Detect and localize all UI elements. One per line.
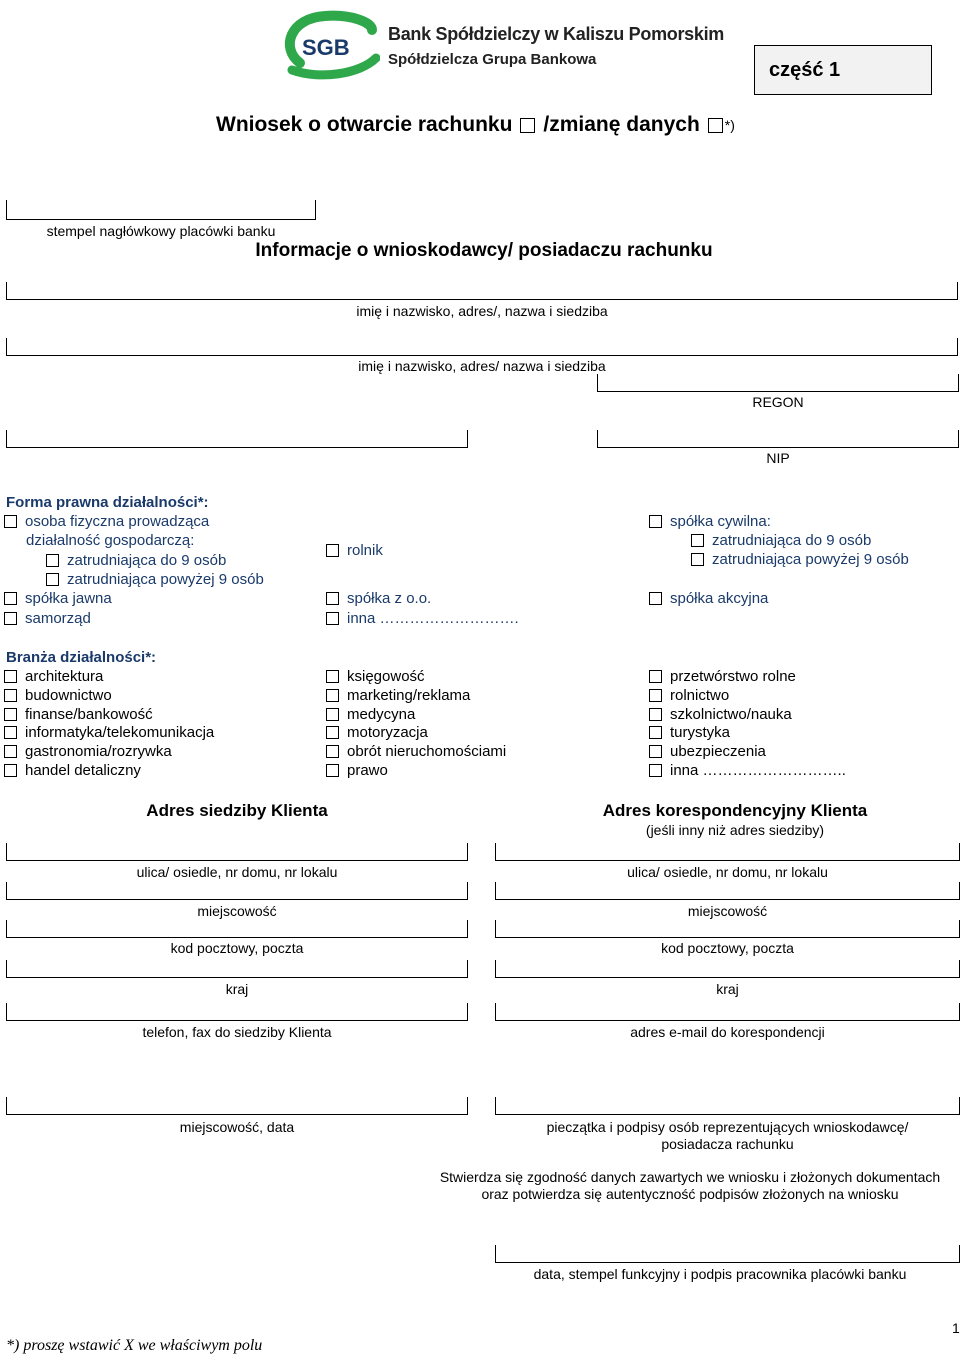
industry-option[interactable] (4, 743, 172, 760)
confirmation-line-1: Stwierdza się zgodność danych zawartych we wniosku i złożonych dokumentach (439, 1169, 941, 1185)
email-label: adres e-mail do korespondencji (630, 1024, 825, 1040)
option-label: finanse/bankowość (25, 705, 153, 723)
option-label: spółka akcyjna (670, 590, 769, 607)
industry-option[interactable] (326, 668, 425, 685)
checkbox[interactable] (326, 764, 339, 777)
page-number: 1 (952, 1320, 960, 1336)
nip-field[interactable] (597, 430, 959, 448)
checkbox[interactable] (46, 554, 59, 567)
industry-option[interactable] (4, 762, 141, 779)
option-label: motoryzacja (347, 724, 428, 742)
industry-option[interactable] (649, 706, 792, 723)
option-label: medycyna (347, 705, 416, 723)
stamp-signature-label-1: pieczątka i podpisy osób reprezentujących wnioskodawcę/ (546, 1119, 909, 1135)
employee-label: data, stempel funkcyjny i podpis pracownika placówki banku (533, 1266, 907, 1282)
checkbox[interactable] (649, 689, 662, 702)
option-label: zatrudniająca do 9 osób (712, 532, 872, 549)
applicant-field1-label: imię i nazwisko, adres/, nazwa i siedziba (356, 303, 608, 319)
form-title (216, 113, 735, 137)
option-spolka-cywilna[interactable] (649, 513, 771, 530)
checkbox[interactable] (4, 592, 17, 605)
address-right-heading: Adres korespondencyjny Klienta (602, 801, 868, 820)
checkbox[interactable] (4, 612, 17, 625)
option-label: architektura (25, 668, 104, 685)
country-label-left: kraj (225, 981, 249, 997)
checkbox[interactable] (326, 544, 339, 557)
checkbox[interactable] (46, 573, 59, 586)
place-date-label: miejscowość, data (179, 1119, 295, 1135)
option-label-line2: działalność gospodarczą: (26, 532, 195, 549)
option-spolka-jawna[interactable] (4, 590, 112, 607)
checkbox[interactable] (4, 764, 17, 777)
option-cywilna-pow9[interactable] (691, 551, 909, 568)
phone-field[interactable] (6, 1003, 468, 1021)
industry-option[interactable] (649, 762, 846, 779)
applicant-field2-label: imię i nazwisko, adres/ nazwa i siedziba (358, 358, 606, 374)
checkbox[interactable] (649, 745, 662, 758)
postal-field-right[interactable] (495, 920, 960, 938)
option-label: rolnik (347, 542, 383, 559)
open-account-checkbox[interactable] (520, 118, 535, 133)
industry-option[interactable] (4, 668, 103, 685)
stamp-signature-field[interactable] (495, 1097, 960, 1115)
industry-option[interactable] (4, 706, 153, 723)
option-rolnik[interactable] (326, 542, 383, 559)
option-label: samorząd (25, 610, 91, 627)
title-suffix: *) (724, 117, 735, 133)
part-box (754, 45, 932, 95)
footer-note: *) proszę wstawić X we właściwym polu (6, 1337, 263, 1354)
checkbox[interactable] (649, 515, 662, 528)
industry-option[interactable] (649, 668, 796, 685)
city-field-left[interactable] (6, 882, 468, 900)
logo-text: SGB (302, 35, 350, 60)
street-field-right[interactable] (495, 843, 960, 861)
industry-option[interactable] (4, 687, 112, 704)
option-label: obrót nieruchomościami (347, 743, 507, 761)
checkbox[interactable] (326, 670, 339, 683)
option-inna[interactable] (326, 610, 519, 627)
checkbox[interactable] (4, 708, 17, 721)
checkbox[interactable] (649, 592, 662, 605)
option-label: przetwórstwo rolne (670, 668, 796, 685)
checkbox[interactable] (4, 670, 17, 683)
option-spolka-akcyjna[interactable] (649, 590, 768, 607)
option-label: spółka jawna (25, 590, 112, 607)
option-label: marketing/reklama (347, 686, 471, 704)
industry-option[interactable] (326, 687, 470, 704)
option-label: zatrudniająca do 9 osób (67, 552, 227, 569)
change-data-checkbox[interactable] (708, 118, 723, 133)
applicant-extra-field[interactable] (6, 430, 468, 448)
checkbox[interactable] (326, 708, 339, 721)
stamp-field[interactable] (6, 200, 316, 220)
option-label: informatyka/telekomunikacja (25, 724, 215, 742)
industry-option[interactable] (326, 743, 506, 760)
country-field-left[interactable] (6, 960, 468, 978)
regon-field[interactable] (597, 374, 959, 392)
option-label: osoba fizyczna prowadząca (25, 513, 210, 530)
option-osoba-do9[interactable] (46, 552, 226, 569)
option-label: turystyka (670, 724, 731, 742)
checkbox[interactable] (649, 764, 662, 777)
street-label-right: ulica/ osiedle, nr domu, nr lokalu (627, 864, 828, 880)
checkbox[interactable] (4, 515, 17, 528)
option-label: handel detaliczny (25, 762, 141, 779)
option-label: szkolnictwo/nauka (670, 705, 792, 723)
stamp-signature-label-2: posiadacza rachunku (661, 1136, 794, 1152)
street-label-left: ulica/ osiedle, nr domu, nr lokalu (136, 864, 338, 880)
option-label: księgowość (347, 668, 425, 685)
bank-group: Spółdzielcza Grupa Bankowa (388, 51, 597, 68)
option-label: prawo (347, 762, 388, 779)
country-label-right: kraj (716, 981, 739, 997)
title-prefix: Wniosek o otwarcie rachunku (216, 113, 513, 136)
option-label: inna ……………………….. (670, 762, 846, 779)
legal-form-heading: Forma prawna działalności*: (6, 494, 209, 511)
checkbox[interactable] (326, 612, 339, 625)
option-label: budownictwo (25, 686, 112, 704)
industry-heading: Branża działalności*: (6, 649, 157, 666)
city-label-left: miejscowość (197, 903, 277, 919)
industry-option[interactable] (649, 724, 730, 741)
option-label: spółka cywilna: (670, 513, 771, 530)
checkbox[interactable] (649, 670, 662, 683)
option-spolka-zoo[interactable] (326, 590, 431, 607)
option-label: zatrudniająca powyżej 9 osób (712, 551, 909, 568)
applicant-name-field-2[interactable] (6, 338, 958, 356)
place-date-field[interactable] (6, 1097, 468, 1115)
part-label: część 1 (769, 58, 841, 81)
checkbox[interactable] (691, 534, 704, 547)
checkbox[interactable] (649, 726, 662, 739)
regon-label: REGON (752, 394, 804, 410)
option-label: spółka z o.o. (347, 590, 432, 607)
industry-option[interactable] (649, 687, 729, 704)
checkbox[interactable] (691, 553, 704, 566)
checkbox[interactable] (326, 689, 339, 702)
address-right-subheading: (jeśli inny niż adres siedziby) (645, 822, 825, 838)
nip-label: NIP (766, 450, 790, 466)
checkbox[interactable] (326, 726, 339, 739)
city-field-right[interactable] (495, 882, 960, 900)
country-field-right[interactable] (495, 960, 960, 978)
option-label: rolnictwo (670, 686, 730, 704)
checkbox[interactable] (326, 592, 339, 605)
postal-label-right: kod pocztowy, poczta (661, 940, 794, 956)
option-cywilna-do9[interactable] (691, 532, 871, 549)
applicant-heading: Informacje o wnioskodawcy/ posiadaczu rachunku (255, 240, 713, 261)
option-osoba-pow9[interactable] (46, 571, 264, 588)
industry-option[interactable] (326, 724, 428, 741)
industry-option[interactable] (4, 724, 214, 741)
option-label: gastronomia/rozrywka (25, 743, 172, 761)
confirmation-line-2: oraz potwierdza się autentyczność podpisów złożonych na wniosku (481, 1186, 899, 1202)
bank-name: Bank Spółdzielczy w Kaliszu Pomorskim (388, 24, 724, 44)
option-label: zatrudniająca powyżej 9 osób (67, 571, 264, 588)
street-field-left[interactable] (6, 843, 468, 861)
applicant-name-field-1[interactable] (6, 282, 958, 300)
option-osoba-fizyczna[interactable] (4, 513, 209, 530)
email-field[interactable] (495, 1003, 960, 1021)
postal-field-left[interactable] (6, 920, 468, 938)
title-mid: /zmianę danych (543, 113, 700, 136)
industry-option[interactable] (649, 743, 766, 760)
checkbox[interactable] (4, 745, 17, 758)
postal-label-left: kod pocztowy, poczta (170, 940, 304, 956)
bank-logo (280, 8, 380, 83)
checkbox[interactable] (649, 708, 662, 721)
checkbox[interactable] (4, 726, 17, 739)
city-label-right: miejscowość (687, 903, 768, 919)
phone-label: telefon, fax do siedziby Klienta (142, 1024, 332, 1040)
industry-option[interactable] (326, 762, 388, 779)
employee-field[interactable] (495, 1245, 960, 1263)
option-label: inna ………………………. (347, 610, 519, 627)
option-label: ubezpieczenia (670, 743, 766, 761)
checkbox[interactable] (4, 689, 17, 702)
checkbox[interactable] (326, 745, 339, 758)
option-samorzad[interactable] (4, 610, 91, 627)
address-left-heading: Adres siedziby Klienta (146, 801, 328, 820)
industry-option[interactable] (326, 706, 415, 723)
stamp-label: stempel nagłówkowy placówki banku (46, 223, 276, 239)
